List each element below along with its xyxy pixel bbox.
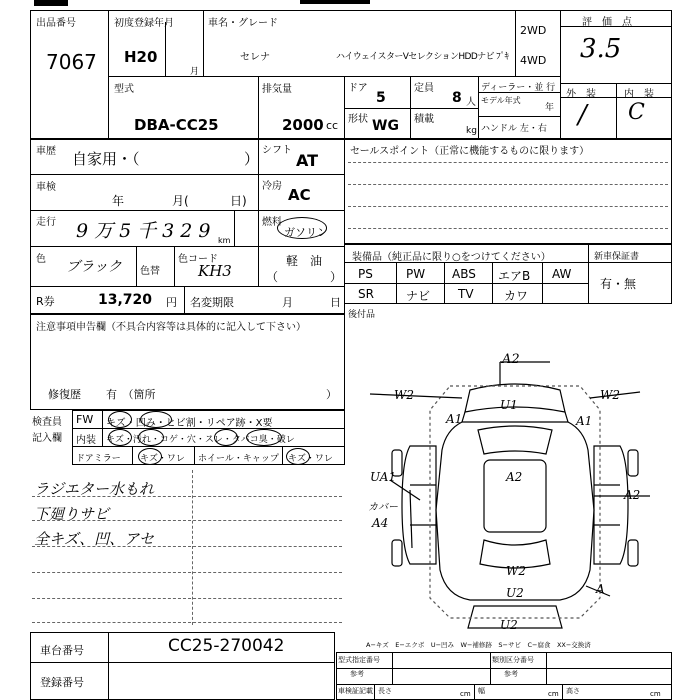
interior-check-text: キズ・汚れ・コゲ・穴・スレ・タバコ臭・破レ [106,435,295,445]
mark-cover: カバー [368,502,398,513]
interior-check-label: 内装 [76,435,96,446]
color-code-value: KH3 [198,262,232,280]
length-label: 長さ [378,687,392,695]
mirror-text: キズ・ワレ [140,454,185,464]
model-grade-label: 車名・グレード [208,18,278,29]
mileage-value: 9万5千329 [76,220,217,242]
top-header-strip [0,0,700,8]
mark-a1-left: A1 [446,412,463,426]
circle-wheel-scratch [286,448,310,465]
mark-a4: A4 [372,516,389,530]
fuel-paren-open: （ [266,270,279,284]
score: 3.5 [580,34,622,64]
header-black-block [34,0,68,6]
equip-sr: SR [358,287,374,301]
equip-airbag: エアB [498,269,531,283]
mark-w2-rear: W2 [506,564,526,578]
height-label: 高さ [566,687,580,695]
lot-no-label: 出品番号 [36,18,76,29]
mark-u2-bottom: U2 [500,618,518,632]
lot-no: 7067 [46,50,97,74]
new-warranty-label: 新車保証書 [594,252,640,262]
note-radiator: ラジエター水もれ [34,480,155,498]
mark-a2-right: A2 [624,488,641,502]
equip-leather: カワ [504,289,529,303]
mark-a-rear: A [596,582,605,596]
inspector-label-2: 記入欄 [32,433,62,444]
exterior-label: 外 装 [566,89,596,100]
fuel-diesel: 軽 油 [286,254,323,268]
notes-label: 注意事項申告欄（不具合内容等は具体的に記入して下さい） [36,322,306,333]
capacity-unit: 人 [466,97,476,108]
circle-int-tobacco [246,429,282,446]
equip-navi: ナビ [406,289,431,303]
mark-a2-roof: A2 [506,470,523,484]
note-rust: 下廻りサビ [34,505,110,523]
new-warranty-value: 有・無 [600,277,637,291]
circle-fw-dent [140,411,172,428]
repair-value: 有 （箇所 [106,388,156,401]
score-label: 評 価 点 [582,17,632,28]
circle-fw-scratch [108,411,132,428]
mark-u2-rear: U2 [506,586,524,600]
interior-label: 内 装 [624,89,654,100]
shift-label: シフト [262,145,292,156]
circle-int-scratch [108,429,132,446]
equip-tv: TV [458,287,474,301]
type-value: DBA-CC25 [134,116,219,134]
mark-w2-left: W2 [394,388,414,402]
equip-pw: PW [406,267,426,281]
history-value: 自家用・（ [72,150,140,168]
mileage-label: 走行 [36,217,56,228]
mirror-label: ドアミラー [76,454,121,464]
fuel-gas: ガソリン [284,226,328,239]
capacity-value: 8 [452,90,462,106]
car-name: セレナ [240,52,270,63]
history-close: ） [244,150,260,168]
name-change-month: 月 [282,296,293,309]
length-cm: cm [460,690,471,698]
type-label: 型式 [114,84,134,95]
circle-mirror-scratch [138,448,162,465]
registration-label: 登録番号 [40,676,84,689]
first-reg-year: H20 [124,48,158,66]
wheel-text: キズ・ワレ [288,454,333,464]
name-change-label: 名変期限 [190,296,234,309]
recycle-label: R券 [36,295,55,308]
interior-grade: C [628,100,645,125]
mark-a1-right: A1 [576,414,593,428]
ac-value: AC [288,186,311,204]
yen-unit: 円 [166,296,177,309]
inspection-day: 日) [230,194,247,208]
inspector-label-1: 検査員 [32,417,62,428]
load-unit: kg [466,126,477,136]
equip-abs: ABS [452,267,476,281]
first-reg-month-unit: 月 [190,67,200,77]
chassis-value: CC25-270042 [168,636,285,656]
fuel-gas-circle [277,217,327,239]
width-label: 幅 [478,687,485,695]
color-code-label: 色コード [178,254,218,265]
shape-value: WG [372,118,399,134]
note-scratches: 全キズ、凹、アセ [34,530,155,548]
circle-int-dirt [138,429,164,446]
first-reg-label: 初度登録年月 [114,18,174,29]
fw-text: キズ・凹み・ヒビ割・リペア跡・X要 [106,418,273,429]
door-value: 5 [376,90,386,106]
inspection-month: 月( [172,194,189,208]
height-cm: cm [650,690,661,698]
color-change-label: 色替 [140,266,160,277]
drive-2wd: 2WD [520,24,547,37]
name-change-day: 日 [330,296,341,309]
fuel-paren-close: ） [330,270,343,284]
capacity-label: 定員 [414,83,434,94]
wheel-label: ホイール・キャップ [198,454,279,464]
door-label: ドア [348,83,368,94]
chassis-label: 車台番号 [40,644,84,657]
shift-value: AT [296,151,319,170]
load-label: 積載 [414,114,434,125]
repair-close: ） [326,388,337,401]
ac-label: 冷房 [262,181,282,192]
shape-label: 形状 [348,114,368,125]
after-label: 後付品 [348,310,376,320]
header-black-block-2 [300,0,370,4]
handle-label: ハンドル 左・右 [481,124,547,134]
ref-1: 参考 [350,670,364,678]
exterior-grade: / [578,100,587,130]
history-label: 車歴 [36,146,56,157]
mark-ua1: UA1 [370,470,397,484]
model-year-label: モデル年式 [481,96,521,105]
equip-ps: PS [358,267,373,281]
fw-label: FW [76,413,94,426]
inspection-label: 車検 [36,182,56,193]
dealer-label: ディーラー・並 行 [481,83,556,93]
fuel-label: 燃料 [262,217,282,228]
mark-w2-right: W2 [600,388,620,402]
drive-4wd: 4WD [520,54,547,67]
damage-legend: A−キズ E−エクボ U−凹み W−補修跡 S−サビ C−腐食 XX−交換済 [366,641,591,649]
class-label: 類別区分番号 [492,656,534,664]
cc-unit: cc [326,119,339,132]
equipment-label: 装備品（純正品に限り○をつけてください） [352,252,551,263]
repair-label: 修復歴 [48,388,81,401]
color-label: 色 [36,254,46,265]
mark-a2-top: A2 [502,352,520,367]
model-year-unit: 年 [545,103,555,113]
displacement-label: 排気量 [262,84,292,95]
inspection-year: 年 [112,194,125,208]
circle-int-wear [214,429,238,446]
recycle-value: 13,720 [98,292,153,308]
color-value: ブラック [66,259,122,275]
sales-point-label: セールスポイント（正常に機能するものに限ります） [350,146,590,157]
width-cm: cm [548,690,559,698]
equip-aw: AW [552,267,572,281]
ref-2: 参考 [504,670,518,678]
km-unit: km [218,236,231,245]
dims-label: 車検証記載 [338,687,373,695]
grade: ハイウェイスターVセレクションHDDナビ ﾌﾟｷ [336,52,509,62]
displacement-value: 2000 [282,116,324,134]
type-designation-label: 型式指定番号 [338,656,380,664]
mark-u1: U1 [500,398,518,412]
